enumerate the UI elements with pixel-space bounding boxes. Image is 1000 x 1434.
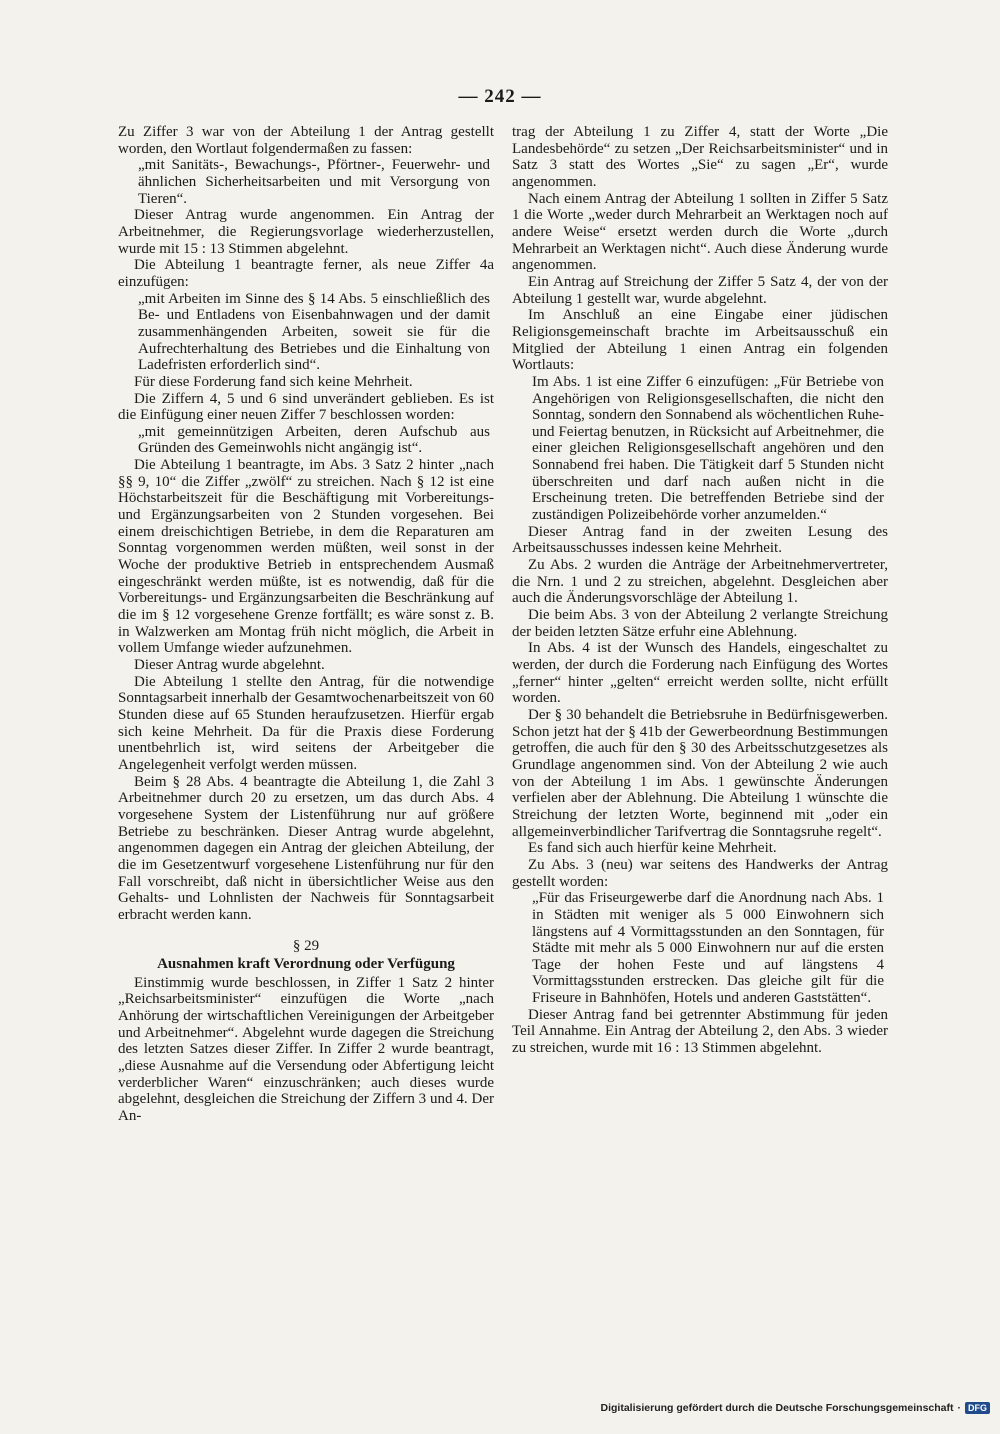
paragraph: Einstimmig wurde beschlossen, in Ziffer 1 Satz 2 hinter „Reichsarbeitsminister“ einzufügen die Worte „nach Anhörung der wirtschaftlichen Vereinigungen der Arbeitgeber und Arbeitnehmer“. Abgelehnt wurde dagegen die Streichung des letzten Satzes dieser Ziffer. In Ziffer 2 wurde beantragt, „diese Ausnahme auf die Versendung oder Abfertigung leicht verderblicher Waren“ einzuschränken; auch dieses wurde abgelehnt, desgleichen die Streichung der Ziffern 3 und 4. Der An- bbox=[118, 974, 494, 1125]
paragraph: Dieser Antrag wurde abgelehnt. bbox=[134, 657, 325, 673]
paragraph: Der § 30 behandelt die Betriebsruhe in Bedürfnisgewerben. Schon jetzt hat der § 41b der Gewerbeordnung Bestimmungen getroffen, die auch für den § 30 des Arbeitsschutzgesetzes als Grundlage angenommen sind. Von der Abteilung 2 wie auch von der Abteilung 1 im Abs. 1 gewünschte Änderungen verfielen aber der Ablehnung. Die Abteilung 1 wünschte die Streichung der letzten Worte, beginnend mit „oder ein allgemeinverbindlicher Tarifvertrag die Sonntagsruhe regelt“. bbox=[512, 706, 888, 840]
paragraph: Die Abteilung 1 beantragte, im Abs. 3 Satz 2 hinter „nach §§ 9, 10“ die Ziffer „zwölf“ zu streichen. Nach § 12 ist eine Höchstarbeitszeit für die Beschäftigung mit Vorbereitungs- und Ergänzungsarbeiten von 2 Stunden vorgesehen. Bei einem dreischichtigen Betriebe, in dem die Reparaturen am Sonntag vorgenommen werden müßten, weil sonst in der Woche der produktive Betrieb in entsprechendem Ausmaß eingeschränkt werden müßte, ist es notwendig, daß für die Vorbereitungs- und Ergänzungsarbeiten die Beschränkung auf die im § 12 vorgesehene Grenze fortfällt; es wäre sonst z. B. in Walzwerken am Montag früh nicht möglich, die Arbeit in vollem Umfange wieder aufzunehmen. bbox=[118, 457, 494, 657]
paragraph: Die Abteilung 1 beantragte ferner, als neue Ziffer 4a einzufügen: bbox=[118, 257, 494, 290]
quote-paragraph: „mit Arbeiten im Sinne des § 14 Abs. 5 einschließlich des Be- und Entladens von Eisenbahnwagen und der damit zusammenhängenden Arbeiten, soweit sie für die Aufrechterhaltung des Betriebes und die Einhaltung von Ladefristen erforderlich sind“. bbox=[138, 290, 490, 374]
paragraph: Die Ziffern 4, 5 und 6 sind unverändert geblieben. Es ist die Einfügung einer neuen Ziffer 7 beschlossen worden: bbox=[118, 390, 494, 424]
paragraph: Es fand sich auch hierfür keine Mehrheit. bbox=[528, 840, 777, 857]
paragraph: Dieser Antrag wurde angenommen. Ein Antrag der Arbeitnehmer, die Regierungsvorlage wiederherzustellen, wurde mit 15 : 13 Stimmen abgelehnt. bbox=[118, 207, 494, 257]
paragraph: Die beim Abs. 3 von der Abteilung 2 verlangte Streichung der beiden letzten Sätze erfuhr eine Ablehnung. bbox=[512, 607, 888, 640]
paragraph: trag der Abteilung 1 zu Ziffer 4, statt der Worte „Die Landesbehörde“ zu setzen „Der Reichsarbeitsminister“ und in Satz 3 statt des Wortes „Sie“ zu sagen „Er“, wurde angenommen. bbox=[512, 124, 888, 190]
paragraph: Nach einem Antrag der Abteilung 1 sollten in Ziffer 5 Satz 1 die Worte „weder durch Mehrarbeit an Werktagen noch auf andere Weise“ ersetzt werden durch die Worte „durch Mehrarbeit an Werktagen nicht“. Auch diese Änderung wurde angenommen. bbox=[512, 190, 888, 274]
paragraph: Beim § 28 Abs. 4 beantragte die Abteilung 1, die Zahl 3 Arbeitnehmer durch 20 zu ersetzen, um das durch Abs. 4 vorgesehene System der Listenführung nur auf größere Betriebe zu beschränken. Dieser Antrag wurde abgelehnt, angenommen dagegen ein Antrag der gleichen Abteilung, der die im Gesetzentwurf vorgesehene Listenführung nur für den Fall vorschreibt, daß nicht in übersichtlicher Weise aus den Gehalts- und Lohnlisten der Nachweis für Sonntagsarbeit erbracht werden kann. bbox=[118, 773, 494, 923]
left-column bbox=[118, 124, 494, 1125]
section-title: Ausnahmen kraft Verordnung oder Verfügung bbox=[157, 956, 455, 973]
paragraph: Die Abteilung 1 stellte den Antrag, für die notwendige Sonntagsarbeit innerhalb der Gesamtwochenarbeitszeit von 60 Stunden diese auf 65 Stunden heraufzusetzen. Hierfür ergab sich keine Mehrheit. Da für die Praxis diese Forderung unentbehrlich ist, wird seitens der Arbeitgeber die Angelegenheit verfolgt werden müssen. bbox=[118, 673, 494, 773]
paragraph: Ein Antrag auf Streichung der Ziffer 5 Satz 4, der von der Abteilung 1 gestellt war, wurde abgelehnt. bbox=[512, 273, 888, 307]
paragraph: Im Anschluß an eine Eingabe einer jüdischen Religionsgemeinschaft brachte im Arbeitsausschuß ein Mitglied der Abteilung 1 einen Antrag ein folgenden Wortlauts: bbox=[512, 307, 888, 374]
right-column bbox=[512, 124, 888, 1057]
page-number: — 242 — bbox=[458, 86, 542, 107]
paragraph: In Abs. 4 ist der Wunsch des Handels, eingeschaltet zu werden, der durch die Forderung nach Einfügung des Wortes „ferner“ hinter „gelten“ erreicht werden sollte, nicht erfüllt worden. bbox=[512, 640, 888, 707]
quote-paragraph: „mit gemeinnützigen Arbeiten, deren Aufschub aus Gründen des Gemeinwohls nicht angängig ist“. bbox=[138, 423, 490, 457]
paragraph: Zu Abs. 2 wurden die Anträge der Arbeitnehmervertreter, die Nrn. 1 und 2 zu streichen, abgelehnt. Desgleichen aber auch die Änderungsvorschläge der Abteilung 1. bbox=[512, 557, 888, 607]
quote-paragraph: „mit Sanitäts-, Bewachungs-, Pförtner-, Feuerwehr- und ähnlichen Sicherheitsarbeiten und mit Versorgung von Tieren“. bbox=[138, 157, 490, 207]
paragraph: Für diese Forderung fand sich keine Mehrheit. bbox=[134, 373, 413, 390]
footer: Digitalisierung gefördert durch die Deutsche Forschungsgemeinschaft · DFG bbox=[601, 1402, 990, 1414]
paragraph: Zu Ziffer 3 war von der Abteilung 1 der Antrag gestellt worden, den Wortlaut folgendermaßen zu fassen: bbox=[118, 124, 494, 157]
paragraph: Dieser Antrag fand in der zweiten Lesung des Arbeitsausschusses indessen keine Mehrheit. bbox=[512, 523, 888, 557]
paragraph: Dieser Antrag fand bei getrennter Abstimmung für jeden Teil Annahme. Ein Antrag der Abteilung 2, den Abs. 3 wieder zu streichen, wurde mit 16 : 13 Stimmen abgelehnt. bbox=[512, 1006, 888, 1057]
quote-paragraph: „Für das Friseurgewerbe darf die Anordnung nach Abs. 1 in Städten mit weniger als 5 000 Einwohnern sich längstens auf 4 Vormittagsstunden an den Sonntagen, für Städte mit mehr als 5 000 Einwohnern nur auf die ersten Tage der hohen Feste und auf längstens 4 Vormittagsstunden erstrecken. Das gleiche gilt für die Friseure in Bahnhöfen, Hotels und anderen Gaststätten“. bbox=[532, 890, 884, 1007]
quote-paragraph: Im Abs. 1 ist eine Ziffer 6 einzufügen: „Für Betriebe von Angehörigen von Religionsgesellschaften, die nicht den Sonntag, sondern den Sonnabend als wöchentlichen Ruhe- und Feiertag benutzen, in Rücksicht auf Arbeitnehmer, die einer gleichen Religionsgesellschaft angehören und den Sonnabend frei haben. Die Tätigkeit darf 5 Stunden nicht überschreiten und darf nach außen nicht in die Erscheinung treten. Die betreffenden Betriebe sind der zuständigen Polizeibehörde vorher anzumelden.“ bbox=[532, 373, 885, 524]
section-number: § 29 bbox=[292, 937, 320, 954]
dfg-logo-icon: DFG bbox=[965, 1402, 990, 1414]
paragraph: Zu Abs. 3 (neu) war seitens des Handwerks der Antrag gestellt worden: bbox=[512, 856, 888, 890]
footer-credit: Digitalisierung gefördert durch die Deutsche Forschungsgemeinschaft bbox=[600, 1402, 954, 1414]
